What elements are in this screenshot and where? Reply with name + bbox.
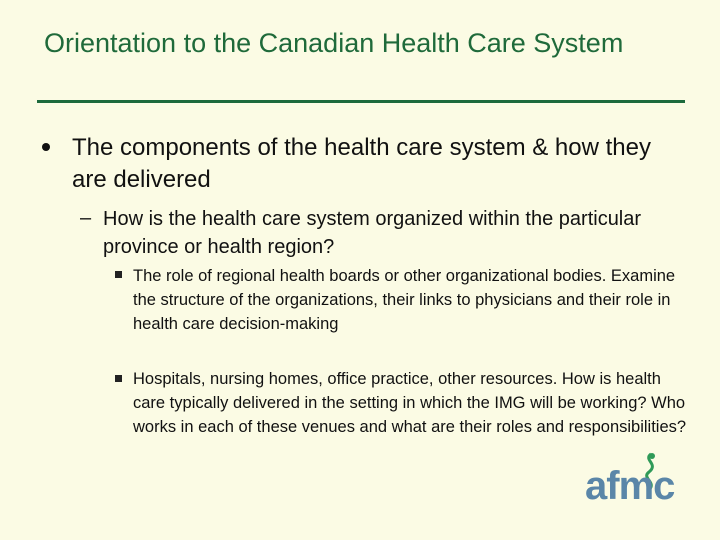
square-bullet-icon — [115, 271, 122, 278]
logo-text: afmc — [585, 464, 675, 508]
afmc-logo — [585, 450, 695, 512]
bullet-level3-item: The role of regional health boards or other organizational bodies. Examine the structure of the organizations, their links to physicians and their role in health care decision-making — [133, 267, 676, 333]
bullet-level2: How is the health care system organized within the particular province or health region? — [103, 208, 642, 258]
bullet-level3-item: Hospitals, nursing homes, office practice, other resources. How is health care typically delivered in the setting in which the IMG will be working? Who works in each of these venues and what are their roles and responsibilities? — [133, 370, 687, 436]
bullet-dot-icon — [42, 143, 50, 151]
slide-title: Orientation to the Canadian Health Care System — [44, 28, 624, 58]
dash-marker-icon: – — [80, 207, 92, 229]
bullet-level1: The components of the health care system & how they are delivered — [72, 134, 651, 193]
square-bullet-icon — [115, 375, 122, 382]
title-underline — [37, 100, 685, 103]
